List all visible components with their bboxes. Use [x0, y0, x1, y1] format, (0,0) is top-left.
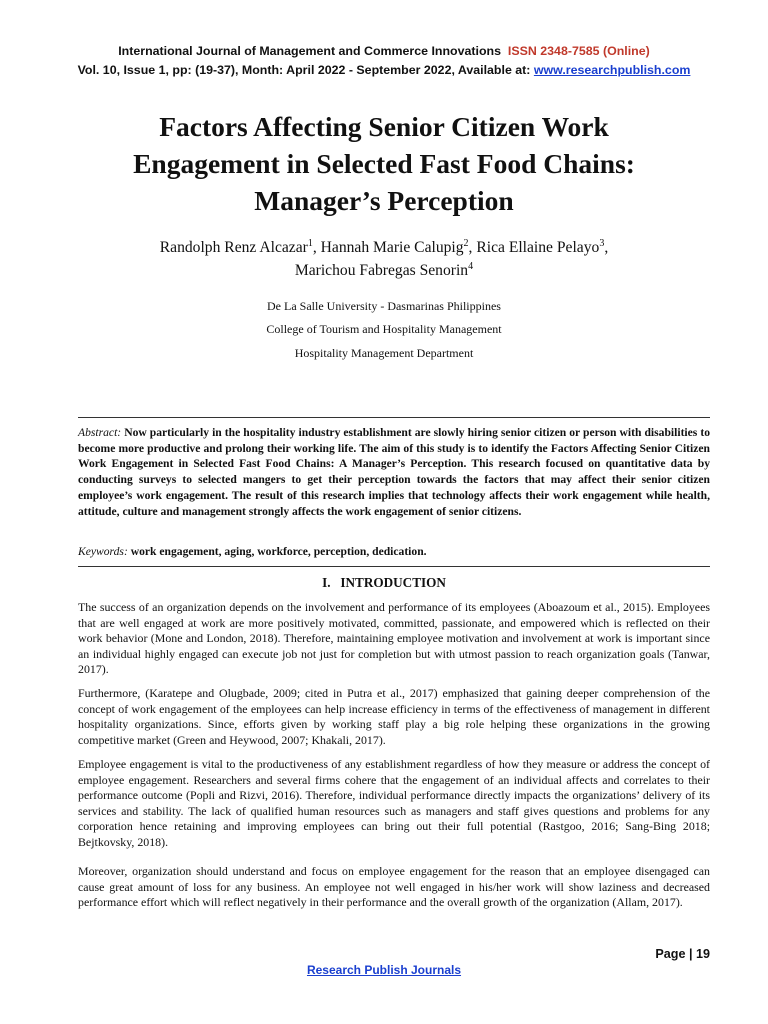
- volume-info: Vol. 10, Issue 1, pp: (19-37), Month: April 2022 - September 2022, Available at:: [77, 63, 531, 77]
- abstract-label: Abstract:: [78, 426, 122, 439]
- journal-name: International Journal of Management and Commerce Innovations: [118, 44, 502, 58]
- abstract-text: Now particularly in the hospitality industry establishment are slowly hiring senior citizen or person with disabilities to become more productive and prolong their working life. The aim of this study is to identify the Factors Affecting Senior Citizen Work Engagement in Selected Fast Food Chains: A Manager’s Perception. This research focused on quantitative data by conducting surveys to selected mangers to get their perception towards the factors that may affect their senior citizen employee’s work engagement. The result of this research implies that technology affects their work engagement while health, attitude, culture and management strongly affects the work engagement of senior citizens.: [78, 426, 710, 518]
- author-affiliation-mark: 2: [463, 237, 469, 249]
- journal-title-line: [40, 42, 728, 61]
- intro-paragraph-1: The success of an organization depends on the involvement and performance of its employees (Aboazoum et al., 2015). Employees that are well engaged at work are more positively motivated, committed, passionate, and empowered which is reflected on their work behavior (Mone and London, 2018). Therefore, maintaining employee motivation and involvement at work is important since an individual highly engaged can execute job not just for completion but with utmost passion to reach organization goals (Tanwar, 2017).: [78, 600, 710, 677]
- journal-header: [40, 42, 728, 80]
- keywords-label: Keywords:: [78, 545, 128, 558]
- author-affiliation-mark: 3: [599, 237, 605, 249]
- affiliation-university: De La Salle University - Dasmarinas Philippines: [267, 299, 501, 313]
- author-name: Rica Ellaine Pelayo: [476, 239, 600, 256]
- intro-paragraph-3: Employee engagement is vital to the productiveness of any establishment regardless of how they measure or address the concept of employee engagement. Researchers and several firms cohere that the engagement of an individual affects and correlates to their performance outcome (Popli and Rizvi, 2016). Therefore, individual performance directly impacts the organizations’ delivery of its services and stability. The lack of qualified human resources such as managers and staff gives questions and problems for any corporation hence retaining and improving employees can bring out their full potential (Rastgoo, 2016; Sang-Bing 2018; Bejtkovsky, 2018).: [78, 757, 710, 849]
- keywords-text: work engagement, aging, workforce, perception, dedication.: [130, 545, 427, 558]
- author-name: Hannah Marie Calupig: [320, 239, 464, 256]
- section-number: I.: [322, 575, 331, 590]
- author-separator: ,: [312, 239, 321, 256]
- issn-label: ISSN 2348-7585 (Online): [507, 44, 650, 58]
- authors-line-2: [60, 259, 708, 282]
- affiliation-college: College of Tourism and Hospitality Management: [266, 322, 502, 336]
- page-number: Page | 19: [655, 947, 710, 961]
- volume-line: [40, 61, 728, 80]
- section-title: INTRODUCTION: [340, 575, 446, 590]
- abstract-block: [78, 425, 710, 519]
- publisher-footer: [60, 963, 708, 977]
- abstract-top-rule: [78, 417, 710, 418]
- author-list: [60, 236, 708, 282]
- affiliation-department: Hospitality Management Department: [294, 346, 474, 360]
- title-line-3: Manager’s Perception: [254, 185, 514, 216]
- author-separator: ,: [468, 239, 477, 256]
- paper-title: [60, 108, 708, 219]
- intro-paragraph-2: Furthermore, (Karatepe and Olugbade, 2009; cited in Putra et al., 2017) emphasized that gaining deeper comprehension of the concept of work engagement of the employees can help increase efficiency in terms of the effectiveness of management in different hospitality organizations. Since, efforts given by working staff play a big role helping these organizations in the growing competitive market (Green and Heywood, 2007; Khakali, 2017).: [78, 686, 710, 747]
- author-name: Marichou Fabregas Senorin: [294, 262, 469, 279]
- abstract-bottom-rule: [78, 566, 710, 567]
- intro-paragraph-4: Moreover, organization should understand and focus on employee engagement for the reason that an employee disengaged can cause great amount of loss for any business. An employee not well engaged in his/her work will show laziness and decreased performance effort which will reflect negatively in their performance and the overall growth of the organization (Allam, 2017).: [78, 864, 710, 910]
- author-affiliation-mark: 1: [307, 237, 313, 249]
- section-heading-introduction: [60, 574, 708, 591]
- title-line-2: Engagement in Selected Fast Food Chains:: [133, 148, 635, 179]
- author-affiliation-mark: 4: [468, 260, 474, 272]
- publisher-link[interactable]: Research Publish Journals: [306, 963, 462, 977]
- authors-line-1: [60, 236, 708, 259]
- keywords-block: [78, 544, 710, 560]
- title-line-1: Factors Affecting Senior Citizen Work: [159, 111, 609, 142]
- author-name: Randolph Renz Alcazar: [159, 239, 308, 256]
- journal-url-link[interactable]: www.researchpublish.com: [533, 63, 691, 77]
- author-separator: ,: [604, 239, 609, 256]
